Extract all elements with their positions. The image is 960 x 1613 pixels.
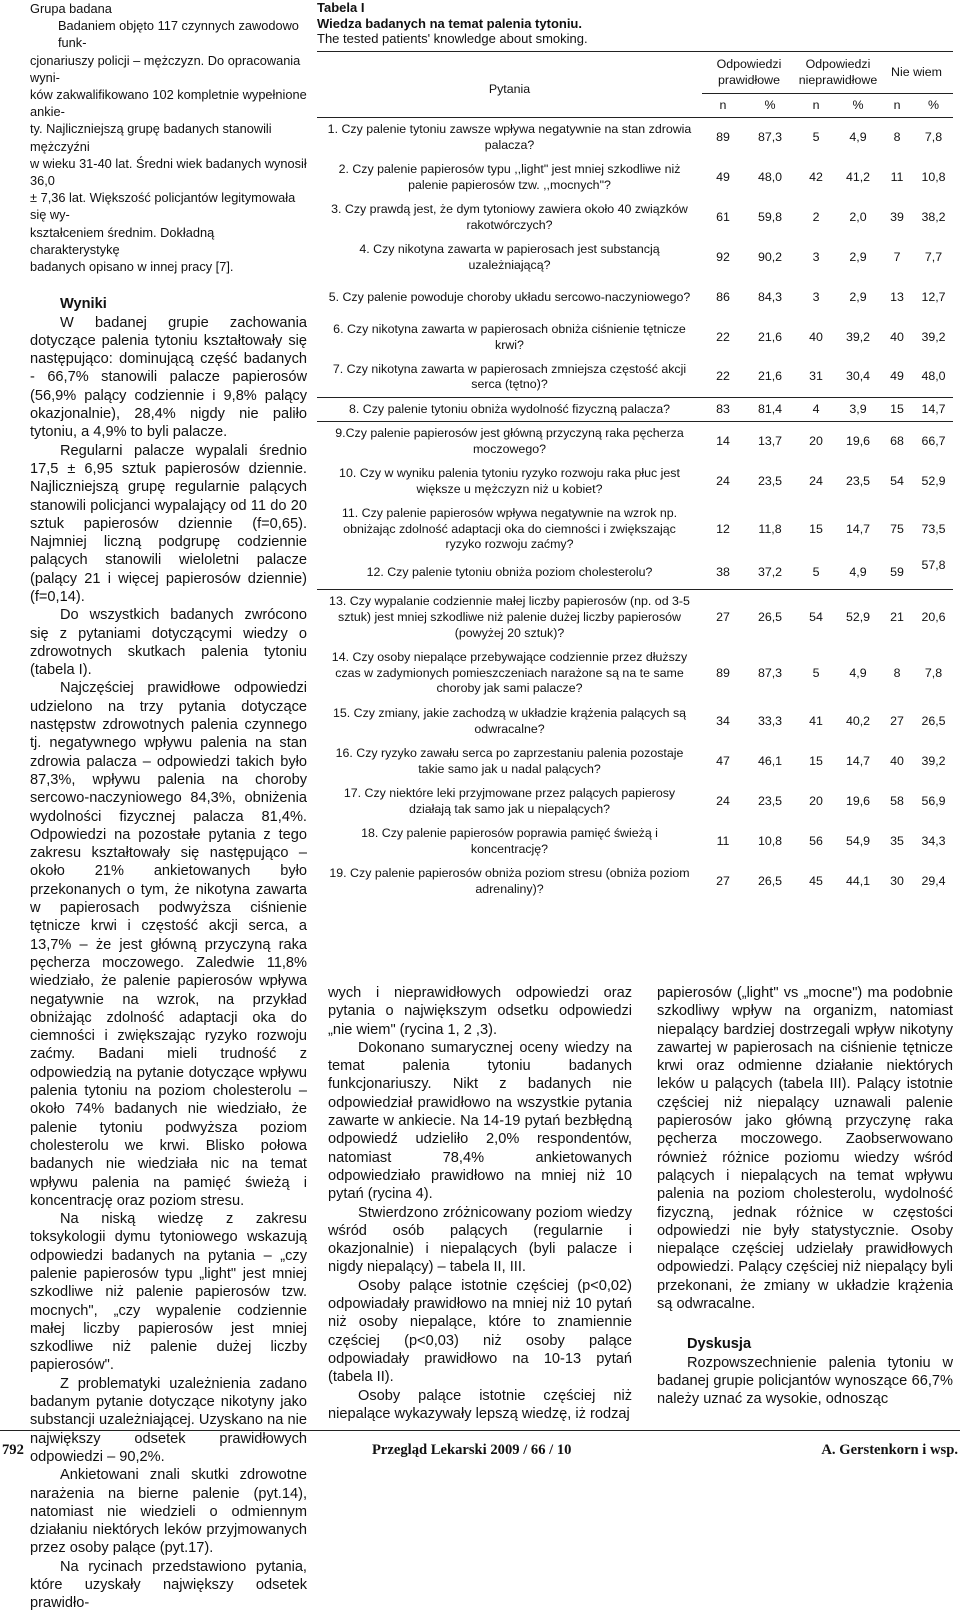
page-number: 792 — [2, 1442, 24, 1458]
count-cell: 89 — [716, 665, 730, 680]
table-row — [317, 118, 953, 158]
left-column — [30, 0, 307, 1613]
count-cell: 14 — [702, 422, 744, 462]
percent-cell: 90,2 — [757, 249, 783, 264]
body-paragraph: papierosów („light" vs „mocne") ma podobnie szkodliwy wpływ na organizm, natomiast niepalący bardziej dostrzegali wpływ nikotyny zawartej w papierosach na ciśnienie tętnicze krwi oraz odmienne działanie niektórych leków u palących (tabela III). Palący istotnie częściej niż niepalący uznawali palenie papierosów jako główną przyczynę raka pęcherza moczowego. Zaobserwowano również różnice poziomu wiedzy wśród palących i niepalących na temat wpływu palenia na poziom cholesterolu, wydolność fizyczną, jednak różnice w częstości odpowiedzi nie były statystycznie. Osoby niepalące częściej udzielały prawidłowych odpowiedzi. Palący częściej niż niepalący byli przekonani, że zmiany w układzie krążenia są odwracalne. — [657, 985, 953, 1313]
percent-cell: 34,3 — [921, 833, 946, 848]
question-cell: 18. Czy palenie papierosów poprawia pamięć świeżą i koncentrację? — [361, 825, 658, 856]
table-row — [317, 502, 953, 558]
table-row — [317, 822, 953, 862]
count-cell: 24 — [809, 473, 823, 488]
count-cell: 38 — [716, 565, 730, 580]
percent-cell: 87,3 — [744, 118, 796, 158]
count-cell: 54 — [890, 473, 904, 488]
percent-cell: 39,2 — [845, 329, 871, 344]
percent-cell: 54,9 — [845, 833, 871, 848]
count-cell: 42 — [809, 169, 823, 184]
subheader-percent: % — [914, 94, 953, 118]
percent-cell: 13,7 — [744, 422, 796, 462]
subheader-n: n — [796, 94, 836, 118]
table-row — [317, 318, 953, 358]
count-cell: 92 — [716, 249, 730, 264]
count-cell: 5 — [796, 118, 836, 158]
count-cell: 75 — [890, 521, 904, 536]
percent-cell: 84,3 — [757, 289, 783, 304]
table-row — [317, 238, 953, 278]
count-cell: 40 — [890, 753, 904, 768]
count-cell: 20 — [796, 422, 836, 462]
percent-cell: 7,8 — [914, 118, 953, 158]
count-cell: 22 — [716, 369, 730, 384]
question-cell: 2. Czy palenie papierosów typu ,,light" jest mniej szkodliwe niż palenie papierosów tzw. ,,mocnych"? — [338, 161, 681, 192]
percent-cell: 48,0 — [757, 169, 783, 184]
question-cell: 1. Czy palenie tytoniu zawsze wpływa negatywnie na stan zdrowia palacza? — [317, 118, 702, 158]
count-cell: 40 — [809, 329, 823, 344]
percent-cell: 81,4 — [744, 398, 796, 422]
percent-cell: 7,8 — [924, 665, 943, 680]
percent-cell: 10,8 — [757, 833, 783, 848]
question-cell: 12. Czy palenie tytoniu obniża poziom cholesterolu? — [366, 565, 653, 580]
count-cell: 49 — [716, 169, 730, 184]
percent-cell: 26,5 — [744, 590, 796, 646]
percent-cell: 56,9 — [921, 793, 946, 808]
percent-cell: 4,9 — [849, 565, 867, 580]
table-row — [317, 198, 953, 238]
question-cell: 6. Czy nikotyna zawarta w papierosach obniża ciśnienie tętnicze krwi? — [333, 321, 686, 352]
percent-cell: 21,6 — [757, 369, 783, 384]
table-subtitle: The tested patients' knowledge about smoking. — [317, 31, 588, 46]
question-cell: 11. Czy palenie papierosów wpływa negatywnie na wzrok np. obniżając zdolność adaptacji oka do ciemności i zwiększając ryzyko rozwoju zaćmy? — [341, 506, 678, 552]
count-cell: 5 — [812, 665, 820, 680]
count-cell: 4 — [796, 398, 836, 422]
table-section — [317, 0, 953, 896]
percent-cell: 23,5 — [757, 793, 783, 808]
percent-cell: 7,7 — [924, 249, 943, 264]
page-footer — [0, 1430, 960, 1460]
percent-cell: 26,5 — [757, 873, 783, 888]
count-cell: 31 — [809, 369, 823, 384]
table-row — [317, 158, 953, 198]
question-cell: 15. Czy zmiany, jakie zachodzą w układzie krążenia palących są odwracalne? — [332, 705, 687, 736]
count-cell: 20 — [809, 793, 823, 808]
question-cell: 5. Czy palenie powoduje choroby układu sercowo-naczyniowego? — [328, 289, 691, 304]
table-row — [317, 398, 953, 422]
footer-authors: A. Gerstenkorn i wsp. — [821, 1442, 958, 1458]
count-cell: 3 — [812, 289, 820, 304]
study-group-line: Badaniem objęto 117 czynnych zawodowo funk- — [58, 18, 299, 51]
percent-cell: 23,5 — [757, 473, 783, 488]
body-paragraph: wych i nieprawidłowych odpowiedzi oraz pytania o największym odsetku odpowiedzi „nie wiem" (rycina 1, 2 ,3). — [328, 985, 632, 1038]
middle-column — [328, 984, 632, 1423]
study-group-line: Grupa badana — [30, 1, 112, 16]
header-dont-know: Nie wiem — [880, 52, 953, 94]
study-group-line: ków zakwalifikowano 102 kompletnie wypełnione ankie- — [30, 87, 307, 120]
percent-cell: 14,7 — [845, 521, 871, 536]
percent-cell: 41,2 — [845, 169, 871, 184]
count-cell: 5 — [812, 565, 820, 580]
question-cell: 13. Czy wypalanie codziennie małej liczby papierosów (np. od 3-5 sztuk) jest mniej szkodliwe niż palenie dużej liczby papierosów (powyżej 20 sztuk)? — [317, 590, 702, 646]
question-cell: 16. Czy ryzyko zawału serca po zaprzestaniu palenia pozostaje takie samo jak u nadal palących? — [335, 745, 684, 776]
percent-cell: 11,8 — [758, 521, 782, 536]
count-cell: 27 — [890, 713, 904, 728]
knowledge-table — [317, 51, 953, 902]
count-cell: 40 — [890, 329, 904, 344]
percent-cell: 12,7 — [921, 289, 946, 304]
percent-cell: 19,6 — [836, 422, 880, 462]
journal-name: Przegląd Lekarski 2009 / 66 / 10 — [372, 1442, 572, 1458]
question-cell: 8. Czy palenie tytoniu obniża wydolność fizyczną palacza? — [317, 398, 702, 422]
study-group-line: badanych opisano w innej pracy [7]. — [30, 259, 234, 275]
right-column — [657, 984, 953, 1409]
subheader-n: n — [702, 94, 744, 118]
header-incorrect: Odpowiedzi nieprawidłowe — [796, 52, 880, 94]
count-cell: 61 — [716, 209, 730, 224]
count-cell: 13 — [890, 289, 904, 304]
subheader-n: n — [880, 94, 914, 118]
percent-cell: 87,3 — [757, 665, 783, 680]
study-group-line: cjonariuszy policji – mężczyzn. Do opracowania wyni- — [30, 52, 301, 85]
study-group-line: w wieku 31-40 lat. Średni wiek badanych wynosił 36,0 — [30, 155, 307, 189]
count-cell: 39 — [890, 209, 904, 224]
percent-cell: 59,8 — [757, 209, 783, 224]
table-row — [317, 862, 953, 902]
count-cell: 56 — [809, 833, 823, 848]
table-row — [317, 558, 953, 590]
table-label: Tabela I — [317, 0, 365, 15]
question-cell: 19. Czy palenie papierosów obniża poziom stresu (obniża poziom adrenaliny)? — [329, 865, 690, 896]
percent-cell: 48,0 — [921, 369, 946, 384]
percent-cell: 40,2 — [845, 713, 871, 728]
count-cell: 45 — [809, 873, 823, 888]
count-cell: 22 — [716, 329, 730, 344]
count-cell: 11 — [890, 169, 904, 184]
percent-cell: 30,4 — [845, 369, 871, 384]
count-cell: 59 — [890, 565, 904, 580]
table-row — [317, 278, 953, 318]
body-paragraph: Na niską wiedzę z zakresu toksykologii dymu tytoniowego wskazują odpowiedzi badanych na pytania – „czy palenie papierosów typu „light" jest mniej szkodliwe niż palenie papierosów tzw. mocnych", „czy wypalenie codziennie małej liczby papierosów jest mniej szkodliwe niż palenie dużej liczby papierosów". — [30, 1211, 307, 1374]
percent-cell: 10,8 — [921, 169, 946, 184]
footer-divider — [0, 1430, 960, 1431]
percent-cell: 26,5 — [921, 713, 946, 728]
count-cell: 49 — [890, 369, 904, 384]
percent-cell: 19,6 — [845, 793, 871, 808]
count-cell: 54 — [796, 590, 836, 646]
count-cell: 58 — [890, 793, 904, 808]
results-heading: Wyniki — [60, 296, 107, 313]
count-cell: 11 — [716, 833, 730, 848]
percent-cell: 52,9 — [921, 473, 946, 488]
body-paragraph: Najczęściej prawidłowe odpowiedzi udzielono na trzy pytania dotyczące następstw zdrowotnych palenia czynnego tj. negatywnego wpływu palenia na stan zdrowia palacza – odpowiedzi takich było 87,3%, wpływu palenia na choroby sercowo-naczyniowego 84,3%, obniżenia wydolności fizycznej palacza 81,4%. Odpowiedzi na pozostałe pytania z tego zakresu kształtowały się następująco – około 21% ankietowanych było przekonanych o tym, że nikotyna zawarta w papierosach podwyższa ciśnienie tętnicze krwi i częstość akcji serca, a 13,7% – że jest główną przyczyną raka pęcherza moczowego. Zaledwie 11,8% wiedziało, że palenie papierosów wpływa negatywnie na wzrok, na przykład obniżając zdolność adaptacji oka do ciemności i zwiększając ryzyko rozwoju zaćmy. Badani mieli trudność z odpowiedzią na pytanie dotyczące wpływu palenia tytoniu na poziom cholesterolu – około 74% badanych nie wiedziało, że palenie tytoniu podwyższa poziom cholesterolu we krwi. Blisko połowa badanych nie wiedziała nic na temat wpływu palenia na pamięć świeżą i koncentrację oraz poziom stresu. — [30, 680, 307, 1209]
body-paragraph: Rozpowszechnienie palenia tytoniu w badanej grupie policjantów wynoszące 66,7% należy uznać za wysokie, odnosząc — [657, 1354, 953, 1408]
count-cell: 7 — [893, 249, 901, 264]
table-row — [317, 782, 953, 822]
percent-cell: 4,9 — [836, 118, 880, 158]
percent-cell: 29,4 — [921, 873, 946, 888]
count-cell: 83 — [702, 398, 744, 422]
table-row — [317, 590, 953, 646]
percent-cell: 21,6 — [757, 329, 783, 344]
body-paragraph: Do wszystkich badanych zwrócono się z pytaniami dotyczącymi wiedzy o zdrowotnych skutkach palenia tytoniu (tabela I). — [30, 607, 307, 679]
percent-cell: 14,7 — [914, 398, 953, 422]
count-cell: 24 — [716, 793, 730, 808]
count-cell: 21 — [880, 590, 914, 646]
count-cell: 27 — [716, 873, 730, 888]
study-group-line: kształceniem średnim. Dokładną charakterystykę — [30, 224, 215, 257]
count-cell: 8 — [880, 118, 914, 158]
percent-cell: 2,9 — [849, 289, 867, 304]
percent-cell: 37,2 — [757, 565, 783, 580]
body-paragraph: Na rycinach przedstawiono pytania, które uzyskały największy odsetek prawidło- — [30, 1558, 307, 1612]
body-paragraph: Z problematyki uzależnienia zadano badanym pytanie dotyczące nikotyny jako substancji uzależniającej. Uzyskano na nie największy odsetek prawidłowych odpowiedzi – 90,2%. — [30, 1375, 307, 1465]
count-cell: 24 — [716, 473, 730, 488]
body-paragraph: Regularni palacze wypalali średnio 17,5 ± 6,95 sztuk papierosów dziennie. Najliczniejszą grupę regularnie palących stanowili policjanci wypalający od 11 do 20 sztuk papierosów dziennie (f=0,65). Najmniej liczną podgrupę codziennie palących stanowili wieloletni palacze (palący 21 i więcej papierosów dziennie) (f=0,14). — [30, 442, 307, 605]
question-cell: 9.Czy palenie papierosów jest główną przyczyną raka pęcherza moczowego? — [317, 422, 702, 462]
count-cell: 15 — [809, 521, 823, 536]
study-group-line: ty. Najliczniejszą grupę badanych stanowili mężczyźni — [30, 121, 272, 154]
percent-cell: 66,7 — [914, 422, 953, 462]
percent-cell: 3,9 — [836, 398, 880, 422]
percent-cell: 57,8 — [921, 557, 946, 572]
question-cell: 10. Czy w wyniku palenia tytoniu ryzyko rozwoju raka płuc jest większe u mężczyzn niż u kobiet? — [339, 465, 680, 496]
percent-cell: 38,2 — [921, 209, 946, 224]
percent-cell: 39,2 — [921, 753, 946, 768]
count-cell: 47 — [716, 753, 730, 768]
table-row — [317, 462, 953, 502]
question-cell: 7. Czy nikotyna zawarta w papierosach zmniejsza częstość akcji serca (tętno)? — [332, 361, 687, 392]
count-cell: 2 — [812, 209, 820, 224]
body-paragraph: Ankietowani znali skutki zdrowotne narażenia na bierne palenie (pyt.14), natomiast nie wiedzieli o odmiennym działaniu niektórych leków przyjmowanych przez osoby palące (pyt.17). — [30, 1467, 307, 1557]
count-cell: 30 — [890, 873, 904, 888]
table-body — [317, 118, 953, 902]
table-caption — [317, 0, 953, 47]
body-paragraph: Osoby palące istotnie częściej (p<0,02) odpowiadały prawidłowo na mniej niż 10 pytań niż osoby niepalące, które to znamiennie częściej (p<0,03) niż osoby palące odpowiadały prawidłowo na 10-13 pytań (tabela II). — [328, 1277, 632, 1386]
percent-cell: 23,5 — [845, 473, 871, 488]
count-cell: 3 — [812, 249, 820, 264]
count-cell: 15 — [880, 398, 914, 422]
question-cell: 17. Czy niektóre leki przyjmowane przez palących papierosy działają tak samo jak u niepalących? — [343, 785, 676, 816]
count-cell: 35 — [890, 833, 904, 848]
body-paragraph: Dokonano sumarycznej oceny wiedzy na temat palenia tytoniu badanych funkcjonariuszy. Nikt z badanych nie odpowiedział prawidłowo na wszystkie pytania zawarte w ankiecie. Na 14-19 pytań bezbłędną odpowiedź udzieliło 2,0% respondentów, natomiast 78,4% ankietowanych odpowiedziało prawidłowo na mniej niż 10 pytań (rycina 4). — [328, 1039, 632, 1203]
count-cell: 89 — [702, 118, 744, 158]
percent-cell: 46,1 — [757, 753, 783, 768]
count-cell: 15 — [809, 753, 823, 768]
percent-cell: 2,9 — [849, 249, 867, 264]
percent-cell: 14,7 — [845, 753, 871, 768]
table-title: Wiedza badanych na temat palenia tytoniu. — [317, 15, 582, 31]
count-cell: 8 — [893, 665, 901, 680]
count-cell: 12 — [716, 521, 730, 536]
subheader-percent: % — [836, 94, 880, 118]
question-cell: 4. Czy nikotyna zawarta w papierosach jest substancją uzależniającą? — [359, 241, 660, 272]
percent-cell: 52,9 — [836, 590, 880, 646]
question-cell: 14. Czy osoby niepalące przebywające codziennie przez dłuższy czas w zadymionych pomieszczeniach narażone są na te same choroby jak sami palacze? — [331, 650, 688, 696]
percent-cell: 2,0 — [849, 209, 867, 224]
count-cell: 86 — [716, 289, 730, 304]
percent-cell: 4,9 — [849, 665, 867, 680]
percent-cell: 20,6 — [914, 590, 953, 646]
count-cell: 34 — [716, 713, 730, 728]
study-group-line: ± 7,36 lat. Większość policjantów legitymowała się wy- — [30, 190, 296, 223]
count-cell: 41 — [809, 713, 823, 728]
count-cell: 27 — [702, 590, 744, 646]
table-row — [317, 358, 953, 398]
body-paragraph: Osoby palące istotnie częściej niż niepalące wykazywały lepszą wiedzę, iż rodzaj — [328, 1387, 632, 1422]
header-correct: Odpowiedzi prawidłowe — [702, 52, 796, 94]
table-row — [317, 702, 953, 742]
body-paragraph: W badanej grupie zachowania dotyczące palenia tytoniu kształtowały się następująco: dominującą część badanych - 66,7% stanowili palacze papierosów (56,9% palący codziennie i 9,8% palący okazjonalnie), 28,4% nigdy nie paliło tytoniu, a 4,9% to byli palacze. — [30, 314, 307, 441]
table-row — [317, 422, 953, 462]
question-cell: 3. Czy prawdą jest, że dym tytoniowy zawiera około 40 związków rakotwórczych? — [331, 201, 688, 232]
percent-cell: 44,1 — [845, 873, 871, 888]
discussion-heading: Dyskusja — [687, 1336, 752, 1353]
percent-cell: 33,3 — [757, 713, 783, 728]
body-paragraph: Stwierdzono zróżnicowany poziom wiedzy wśród osób palących (regularnie i okazjonalnie) i niepalących (byli palacze i nigdy niepalący) – tabela II, III. — [328, 1204, 632, 1276]
table-row — [317, 742, 953, 782]
subheader-percent: % — [744, 94, 796, 118]
count-cell: 68 — [880, 422, 914, 462]
table-row — [317, 646, 953, 702]
study-group-section — [30, 0, 307, 275]
percent-cell: 73,5 — [921, 521, 946, 536]
percent-cell: 39,2 — [921, 329, 946, 344]
table-header-row — [317, 52, 953, 94]
header-questions: Pytania — [317, 52, 702, 118]
